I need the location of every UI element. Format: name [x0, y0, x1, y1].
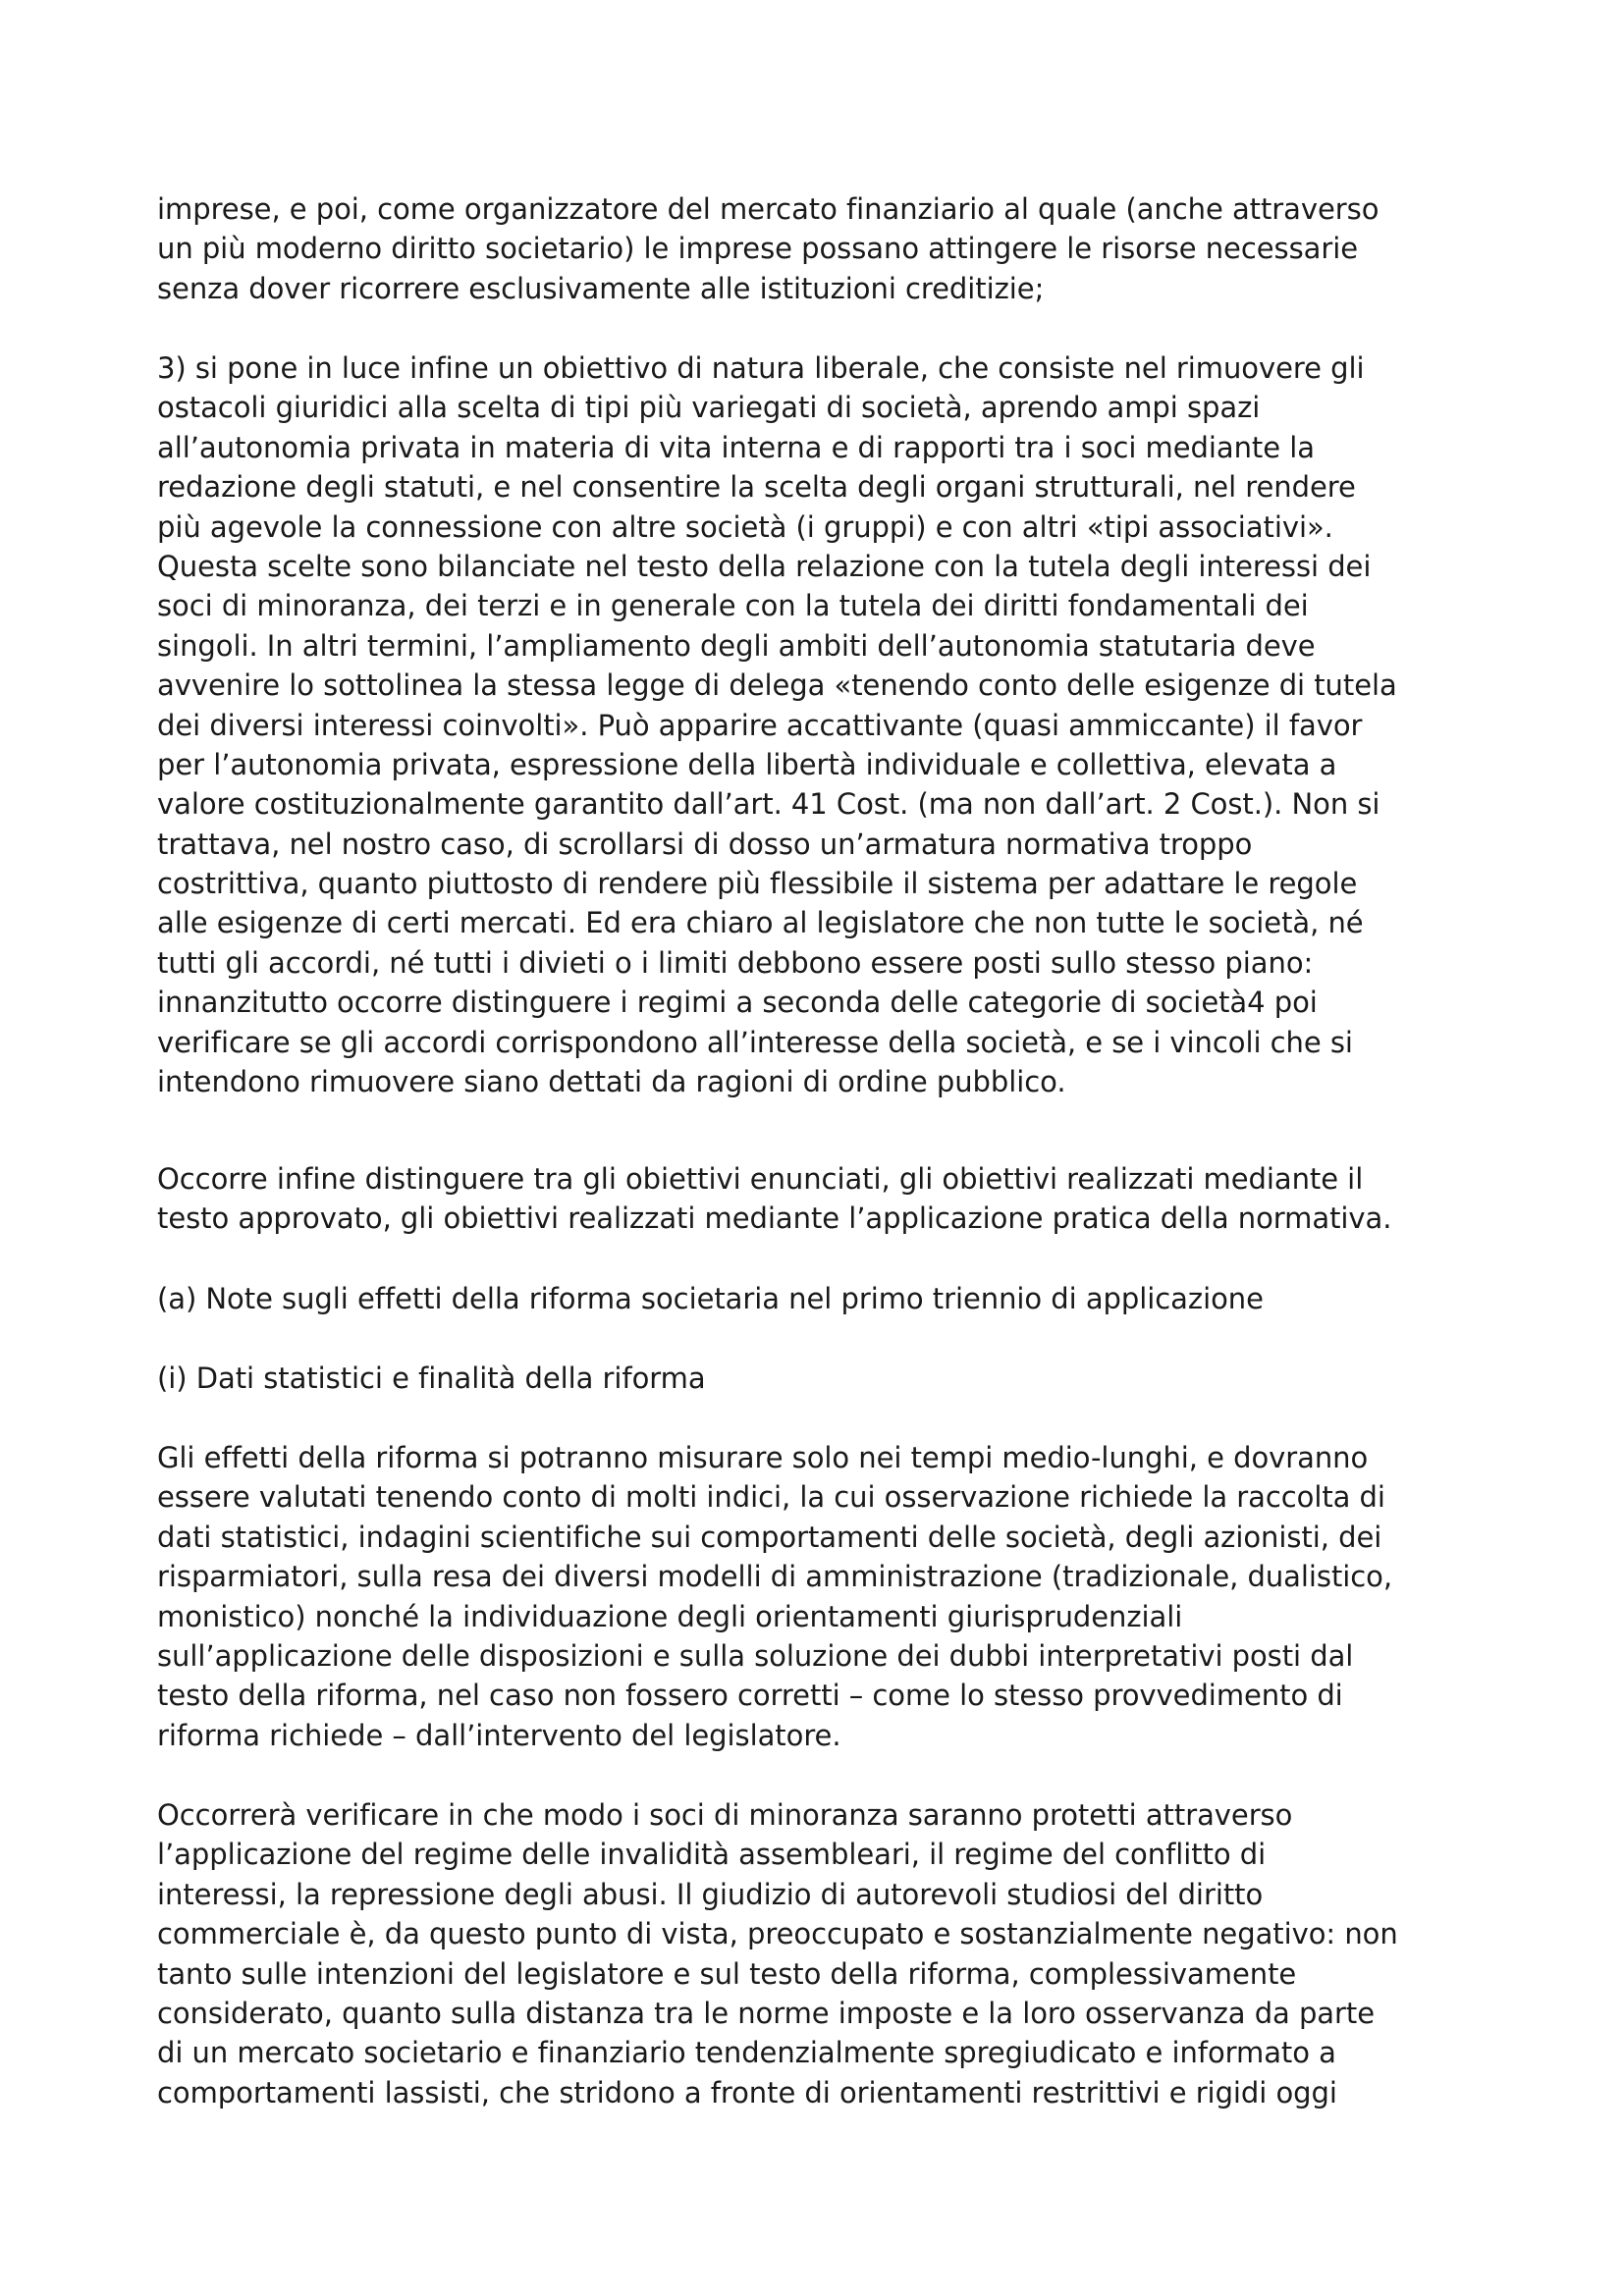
text-line: all’autonomia privata in materia di vita interna e di rapporti tra i soci mediante la [157, 430, 1315, 464]
text-line: commerciale è, da questo punto di vista, preoccupato e sostanzialmente negativo: non [157, 1917, 1398, 1951]
text-line: valore costituzionalmente garantito dall’art. 41 Cost. (ma non dall’art. 2 Cost.). Non si [157, 787, 1380, 822]
text-line: trattava, nel nostro caso, di scrollarsi di dosso un’armatura normativa troppo [157, 827, 1253, 861]
text-line: dei diversi interessi coinvolti». Può apparire accattivante (quasi ammiccante) il favor [157, 708, 1363, 742]
paragraph-5 [157, 1795, 1492, 2112]
text-line: redazione degli statuti, e nel consentire la scelta degli organi strutturali, nel rendere [157, 470, 1356, 505]
paragraph-1 [157, 189, 1492, 308]
text-line: 3) si pone in luce infine un obiettivo di natura liberale, che consiste nel rimuovere gli [157, 351, 1365, 385]
paragraph-2 [157, 348, 1492, 1101]
text-line: di un mercato societario e finanziario tendenzialmente spregiudicato e informato a [157, 2036, 1336, 2070]
text-line: Occorre infine distinguere tra gli obiettivi enunciati, gli obiettivi realizzati mediante il [157, 1162, 1364, 1196]
paragraph-3 [157, 1159, 1492, 1239]
text-line: riforma richiede – dall’intervento del legislatore. [157, 1718, 841, 1752]
text-line: testo della riforma, nel caso non fossero corretti – come lo stesso provvedimento di [157, 1679, 1343, 1713]
text-line: imprese, e poi, come organizzatore del mercato finanziario al quale (anche attraverso [157, 192, 1380, 226]
text-line: testo approvato, gli obiettivi realizzati mediante l’applicazione pratica della normativa. [157, 1201, 1392, 1236]
text-line: Questa scelte sono bilanciate nel testo della relazione con la tutela degli interessi dei [157, 549, 1372, 583]
text-line: verificare se gli accordi corrispondono all’interesse della società, e se i vincoli che si [157, 1025, 1353, 1059]
heading-text: (a) Note sugli effetti della riforma societaria nel primo triennio di applicazione [157, 1282, 1264, 1315]
text-line: Gli effetti della riforma si potranno misurare solo nei tempi medio-lunghi, e dovranno [157, 1441, 1369, 1474]
paragraph-4 [157, 1438, 1492, 1755]
text-line: per l’autonomia privata, espressione della libertà individuale e collettiva, elevata a [157, 747, 1337, 781]
text-line: considerato, quanto sulla distanza tra le norme imposte e la loro osservanza da parte [157, 1996, 1376, 2030]
text-line: costrittiva, quanto piuttosto di rendere più flessibile il sistema per adattare le regole [157, 867, 1358, 901]
text-line: monistico) nonché la individuazione degli orientamenti giurisprudenziali [157, 1599, 1183, 1633]
text-line: interessi, la repressione degli abusi. Il giudizio di autorevoli studiosi del diritto [157, 1877, 1264, 1911]
text-line: alle esigenze di certi mercati. Ed era chiaro al legislatore che non tutte le società, né [157, 906, 1364, 940]
text-line: dati statistici, indagini scientifiche sui comportamenti delle società, degli azionisti, dei [157, 1520, 1382, 1554]
text-line: ostacoli giuridici alla scelta di tipi più variegati di società, aprendo ampi spazi [157, 391, 1261, 425]
text-line: avvenire lo sottolinea la stessa legge di delega «tenendo conto delle esigenze di tutela [157, 668, 1397, 703]
text-line: tutti gli accordi, né tutti i divieti o i limiti debbono essere posti sullo stesso piano: [157, 945, 1314, 980]
text-line: un più moderno diritto societario) le imprese possano attingere le risorse necessarie [157, 232, 1359, 266]
text-line: l’applicazione del regime delle invalidità assembleari, il regime del conflitto di [157, 1838, 1267, 1872]
section-heading-a [157, 1279, 1492, 1318]
section-heading-i [157, 1359, 1492, 1398]
text-line: soci di minoranza, dei terzi e in generale con la tutela dei diritti fondamentali dei [157, 589, 1309, 623]
text-line: senza dover ricorrere esclusivamente alle istituzioni creditizie; [157, 271, 1045, 305]
text-line: intendono rimuovere siano dettati da ragioni di ordine pubblico. [157, 1065, 1066, 1099]
text-line: essere valutati tenendo conto di molti indici, la cui osservazione richiede la raccolta di [157, 1480, 1385, 1515]
text-line: tanto sulle intenzioni del legislatore e sul testo della riforma, complessivamente [157, 1956, 1297, 1991]
heading-text: (i) Dati statistici e finalità della riforma [157, 1362, 706, 1395]
text-line: sull’applicazione delle disposizioni e sulla soluzione dei dubbi interpretativi posti dal [157, 1638, 1354, 1673]
text-line: innanzitutto occorre distinguere i regimi a seconda delle categorie di società4 poi [157, 986, 1318, 1020]
text-line: più agevole la connessione con altre società (i gruppi) e con altri «tipi associativi». [157, 509, 1333, 544]
text-line: Occorrerà verificare in che modo i soci di minoranza saranno protetti attraverso [157, 1798, 1293, 1832]
text-line: singoli. In altri termini, l’ampliamento degli ambiti dell’autonomia statutaria deve [157, 628, 1316, 663]
text-line: risparmiatori, sulla resa dei diversi modelli di amministrazione (tradizionale, dualistico, [157, 1560, 1393, 1594]
text-line: comportamenti lassisti, che stridono a fronte di orientamenti restrittivi e rigidi oggi [157, 2075, 1337, 2109]
